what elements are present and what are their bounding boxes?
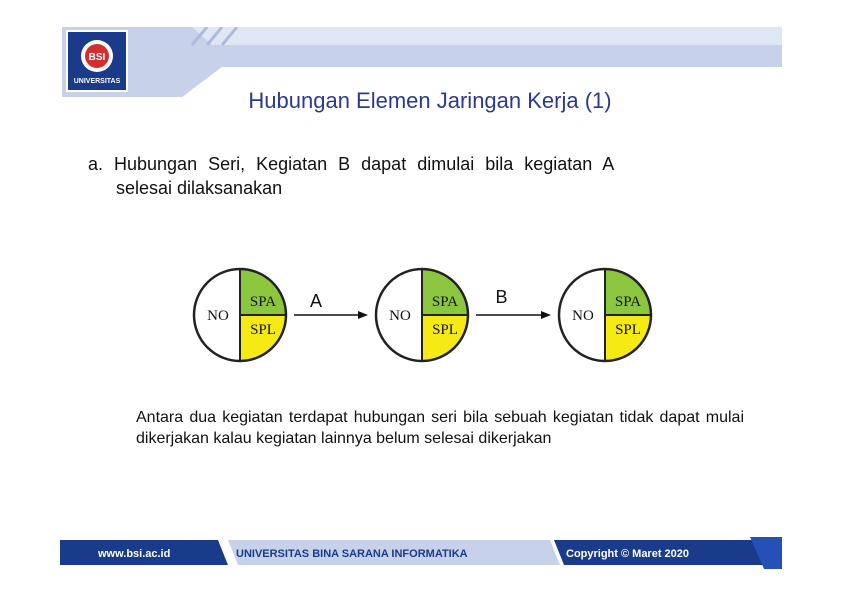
intro-line-2: selesai dilaksanakan <box>116 178 283 198</box>
node-no-label: NO <box>207 308 229 324</box>
node-spa-label: SPA <box>614 294 642 310</box>
node-spl-label: SPL <box>615 322 641 338</box>
node-spl-label: SPL <box>250 322 276 338</box>
arrow-head <box>358 311 368 319</box>
list-marker: a. <box>88 154 104 174</box>
arrow-label: A <box>309 291 323 311</box>
intro-line-1: Hubungan Seri, Kegiatan B dapat dimulai bila kegiatan A <box>114 154 615 174</box>
node-spa-label: SPA <box>431 294 459 310</box>
node-no-label: NO <box>389 308 411 324</box>
svg-text:BSI: BSI <box>88 52 106 63</box>
slide-title: Hubungan Elemen Jaringan Kerja (1) <box>248 88 612 113</box>
footer-university: UNIVERSITAS BINA SARANA INFORMATIKA <box>236 548 468 560</box>
header-band <box>62 27 782 97</box>
arrow-label: B <box>495 287 508 307</box>
arrow-head <box>541 311 551 319</box>
footer-url[interactable]: www.bsi.ac.id <box>98 548 171 560</box>
footer-copyright: Copyright © Maret 2020 <box>566 548 690 560</box>
node-no-label: NO <box>572 308 594 324</box>
intro-paragraph <box>88 152 740 200</box>
logo-caption: UNIVERSITAS <box>73 78 121 85</box>
node-spa-label: SPA <box>249 294 277 310</box>
footnote-paragraph: Antara dua kegiatan terdapat hubungan seri bila sebuah kegiatan tidak dapat mulai dikerjakan kalau kegiatan lainnya belum selesai dikerjakan <box>136 409 744 447</box>
series-network-diagram <box>180 260 670 370</box>
node-spl-label: SPL <box>432 322 458 338</box>
